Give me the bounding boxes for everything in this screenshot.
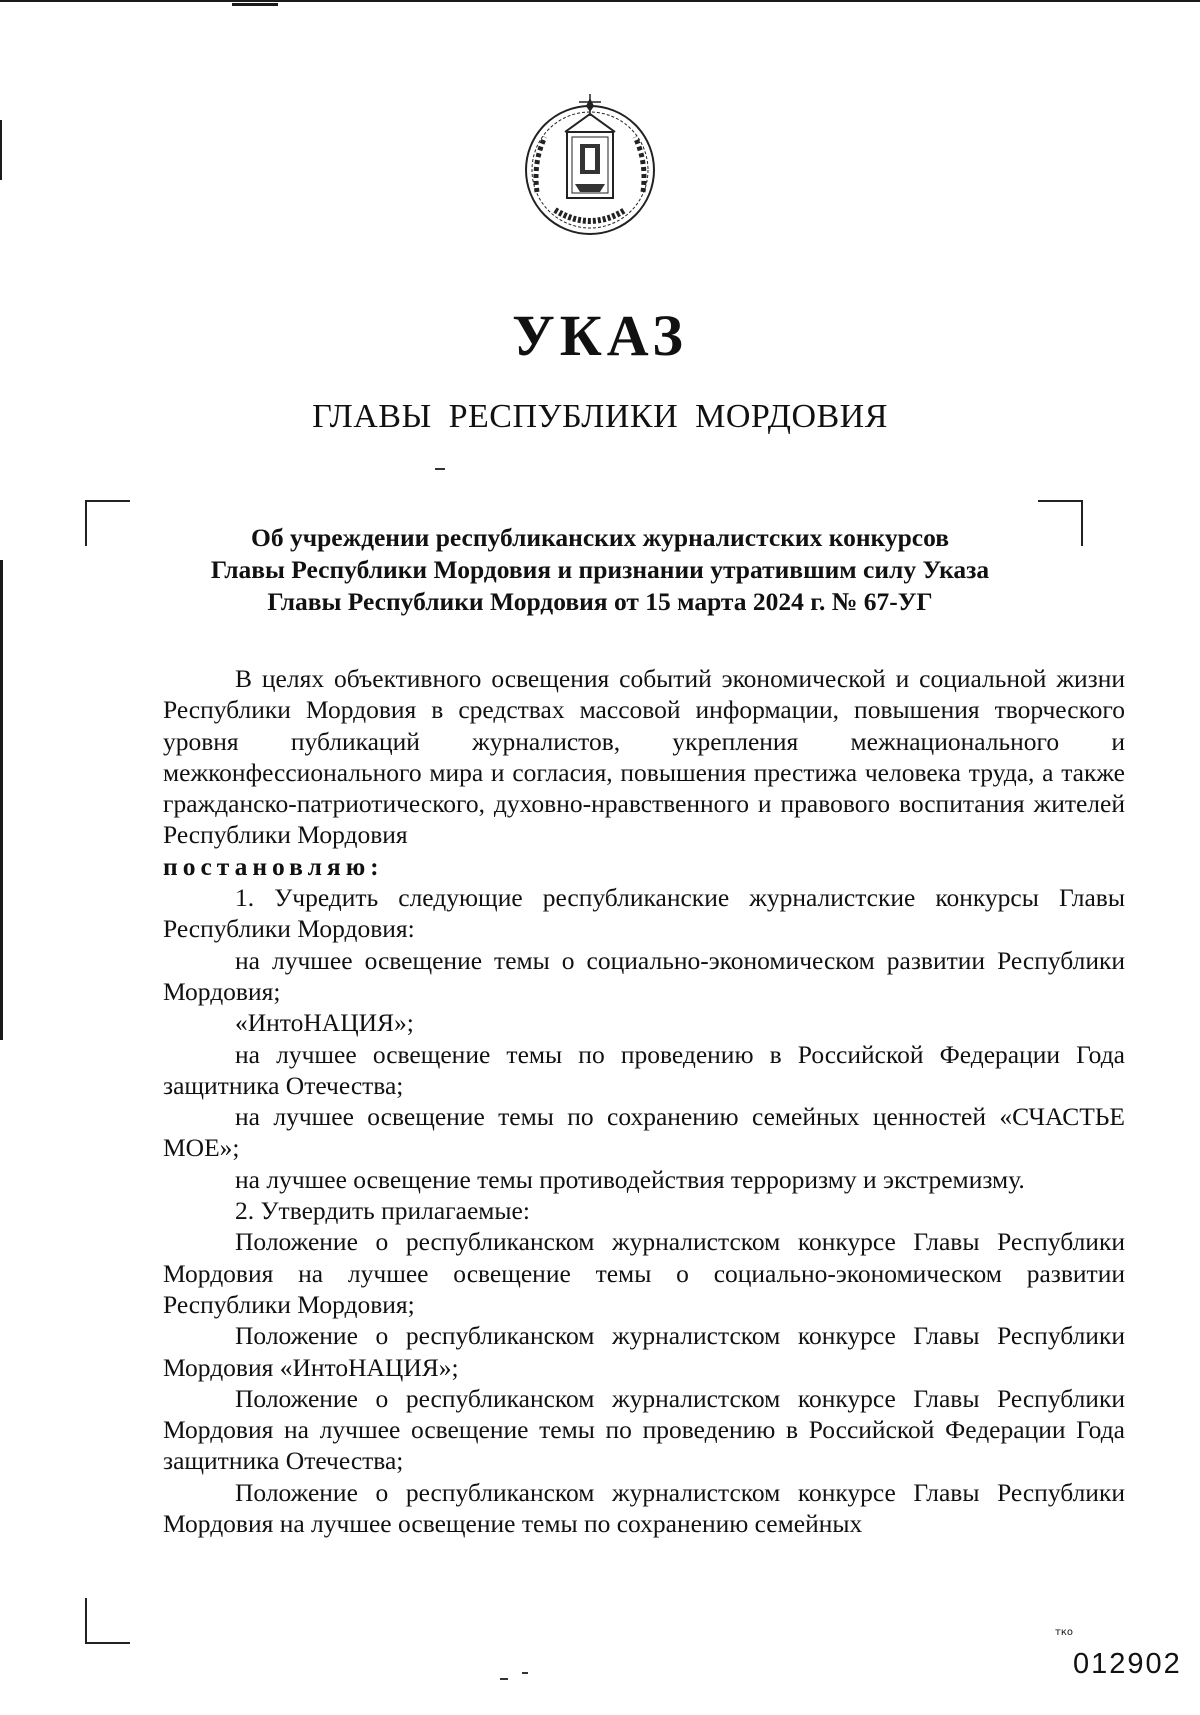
contest-item: «ИнтоНАЦИЯ»; [235,1008,414,1038]
regulation-item: Положение о республиканском журналистском конкурсе Главы Республики Мордовия на лучшее освещение темы по сохранению семейных [163,1477,1125,1539]
heading-line: Об учреждении республиканских журналистских конкурсов [250,523,949,552]
serial-number: 012902 [1073,1648,1182,1680]
contest-item: на лучшее освещение темы по проведению в Российской Федерации Года защитника Отечества; [163,1039,1125,1100]
decree-word-line [163,851,1125,882]
clause-1: 1. Учредить следующие республиканские журналистские конкурсы Главы Республики Мордовия: [163,883,1125,944]
document-title: УКАЗ [512,303,688,368]
contest-item: на лучшее освещение темы по сохранению семейных ценностей «СЧАСТЬЕ МОЕ»; [163,1102,1125,1163]
stamp-mark: тко [1055,1627,1073,1638]
scan-left-edge [0,560,3,1040]
heading-line: Главы Республики Мордовия от 15 марта 2024 г. № 67-УГ [267,587,933,616]
scan-top-mark [232,3,278,6]
heading-line: Главы Республики Мордовия и признании утратившим силу Указа [210,555,990,584]
regulation-item: Положение о республиканском журналистском конкурсе Главы Республики Мордовия «ИнтоНАЦИЯ»; [163,1321,1125,1382]
coat-of-arms-icon [515,92,665,242]
clause-2: 2. Утвердить прилагаемые: [235,1196,530,1226]
document-heading [150,522,1050,618]
scan-speck [500,1678,508,1680]
document-body [163,663,1125,1539]
contest-item: на лучшее освещение темы противодействия терроризму и экстремизму. [235,1164,1025,1194]
issuer-subtitle: ГЛАВЫ РЕСПУБЛИКИ МОРДОВИЯ [312,398,888,435]
preamble-paragraph: В целях объективного освещения событий экономической и социальной жизни Республики Мордовия в средствах массовой информации, повышения творческого уровня публикаций журналистов, укрепления межнационального и межконфессионального мира и согласия, повышения престижа человека труда, а также гражданско-патриотического, духовно-нравственного и правового воспитания жителей Республики Мордовия [163,664,1125,850]
scan-left-edge-upper [0,120,2,180]
regulation-item: Положение о республиканском журналистском конкурсе Главы Республики Мордовия на лучшее освещение темы по проведению в Российской Федерации Года защитника Отечества; [163,1383,1125,1476]
scan-top-edge [0,0,1200,2]
text-bracket-bottom-left [84,1596,132,1646]
scan-speck [522,1672,528,1674]
regulation-item: Положение о республиканском журналистском конкурсе Главы Республики Мордовия на лучшее освещение темы о социально-экономическом развитии Республики Мордовия; [163,1227,1125,1319]
scan-speck [435,468,445,470]
heading-bracket-left [84,498,132,548]
decree-word: постановляю: [163,851,384,881]
contest-item: на лучшее освещение темы о социально-экономическом развитии Республики Мордовия; [163,945,1125,1006]
